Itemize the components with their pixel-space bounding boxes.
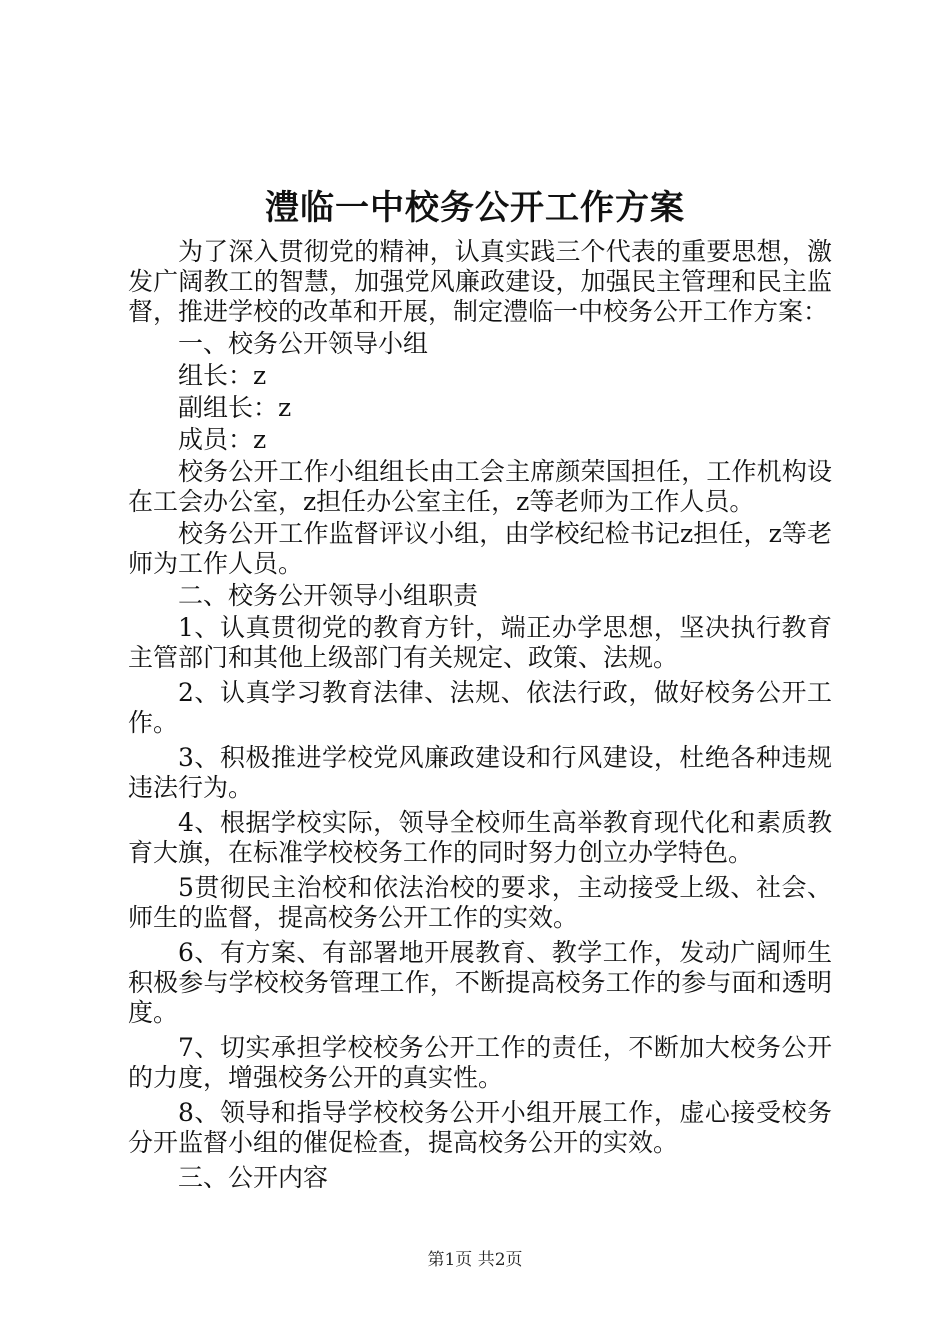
document-body bbox=[128, 237, 832, 1193]
page-number: 第1页 共2页 bbox=[427, 1250, 523, 1270]
section-heading-leadership-group: 一、校务公开领导小组 bbox=[178, 329, 429, 358]
duty-item-1: 1、认真贯彻党的教育方针，端正办学思想，坚决执行教育主管部门和其他上级部门有关规定、政策、法规。 bbox=[128, 613, 832, 672]
duty-item-2: 2、认真学习教育法律、法规、依法行政，做好校务公开工作。 bbox=[128, 678, 832, 737]
deputy-leader-line: 副组长：z bbox=[178, 393, 292, 422]
document-title: 澧临一中校务公开工作方案 bbox=[265, 188, 685, 228]
supervision-group-paragraph: 校务公开工作监督评议小组，由学校纪检书记z担任，z等老师为工作人员。 bbox=[128, 519, 832, 578]
intro-paragraph: 为了深入贯彻党的精神，认真实践三个代表的重要思想，激发广阔教工的智慧，加强党风廉政建设，加强民主管理和民主监督，推进学校的改革和开展，制定澧临一中校务公开工作方案： bbox=[128, 237, 832, 326]
group-leader-line: 组长：z bbox=[178, 361, 267, 390]
duty-item-3: 3、积极推进学校党风廉政建设和行风建设，杜绝各种违规违法行为。 bbox=[128, 743, 832, 802]
section-heading-content: 三、公开内容 bbox=[178, 1163, 329, 1192]
section-heading-duties: 二、校务公开领导小组职责 bbox=[178, 581, 479, 610]
work-group-paragraph: 校务公开工作小组组长由工会主席颜荣国担任，工作机构设在工会办公室，z担任办公室主任，z等老师为工作人员。 bbox=[128, 457, 832, 516]
duty-item-6: 6、有方案、有部署地开展教育、教学工作，发动广阔师生积极参与学校校务管理工作，不断提高校务工作的参与面和透明度。 bbox=[128, 938, 832, 1027]
duty-item-7: 7、切实承担学校校务公开工作的责任，不断加大校务公开的力度，增强校务公开的真实性。 bbox=[128, 1033, 832, 1092]
duty-item-4: 4、根据学校实际，领导全校师生高举教育现代化和素质教育大旗，在标准学校校务工作的同时努力创立办学特色。 bbox=[128, 808, 832, 867]
duty-item-8: 8、领导和指导学校校务公开小组开展工作，虚心接受校务分开监督小组的催促检查，提高校务公开的实效。 bbox=[128, 1098, 832, 1157]
members-line: 成员：z bbox=[178, 425, 267, 454]
duty-item-5: 5贯彻民主治校和依法治校的要求，主动接受上级、社会、师生的监督，提高校务公开工作的实效。 bbox=[128, 873, 832, 932]
